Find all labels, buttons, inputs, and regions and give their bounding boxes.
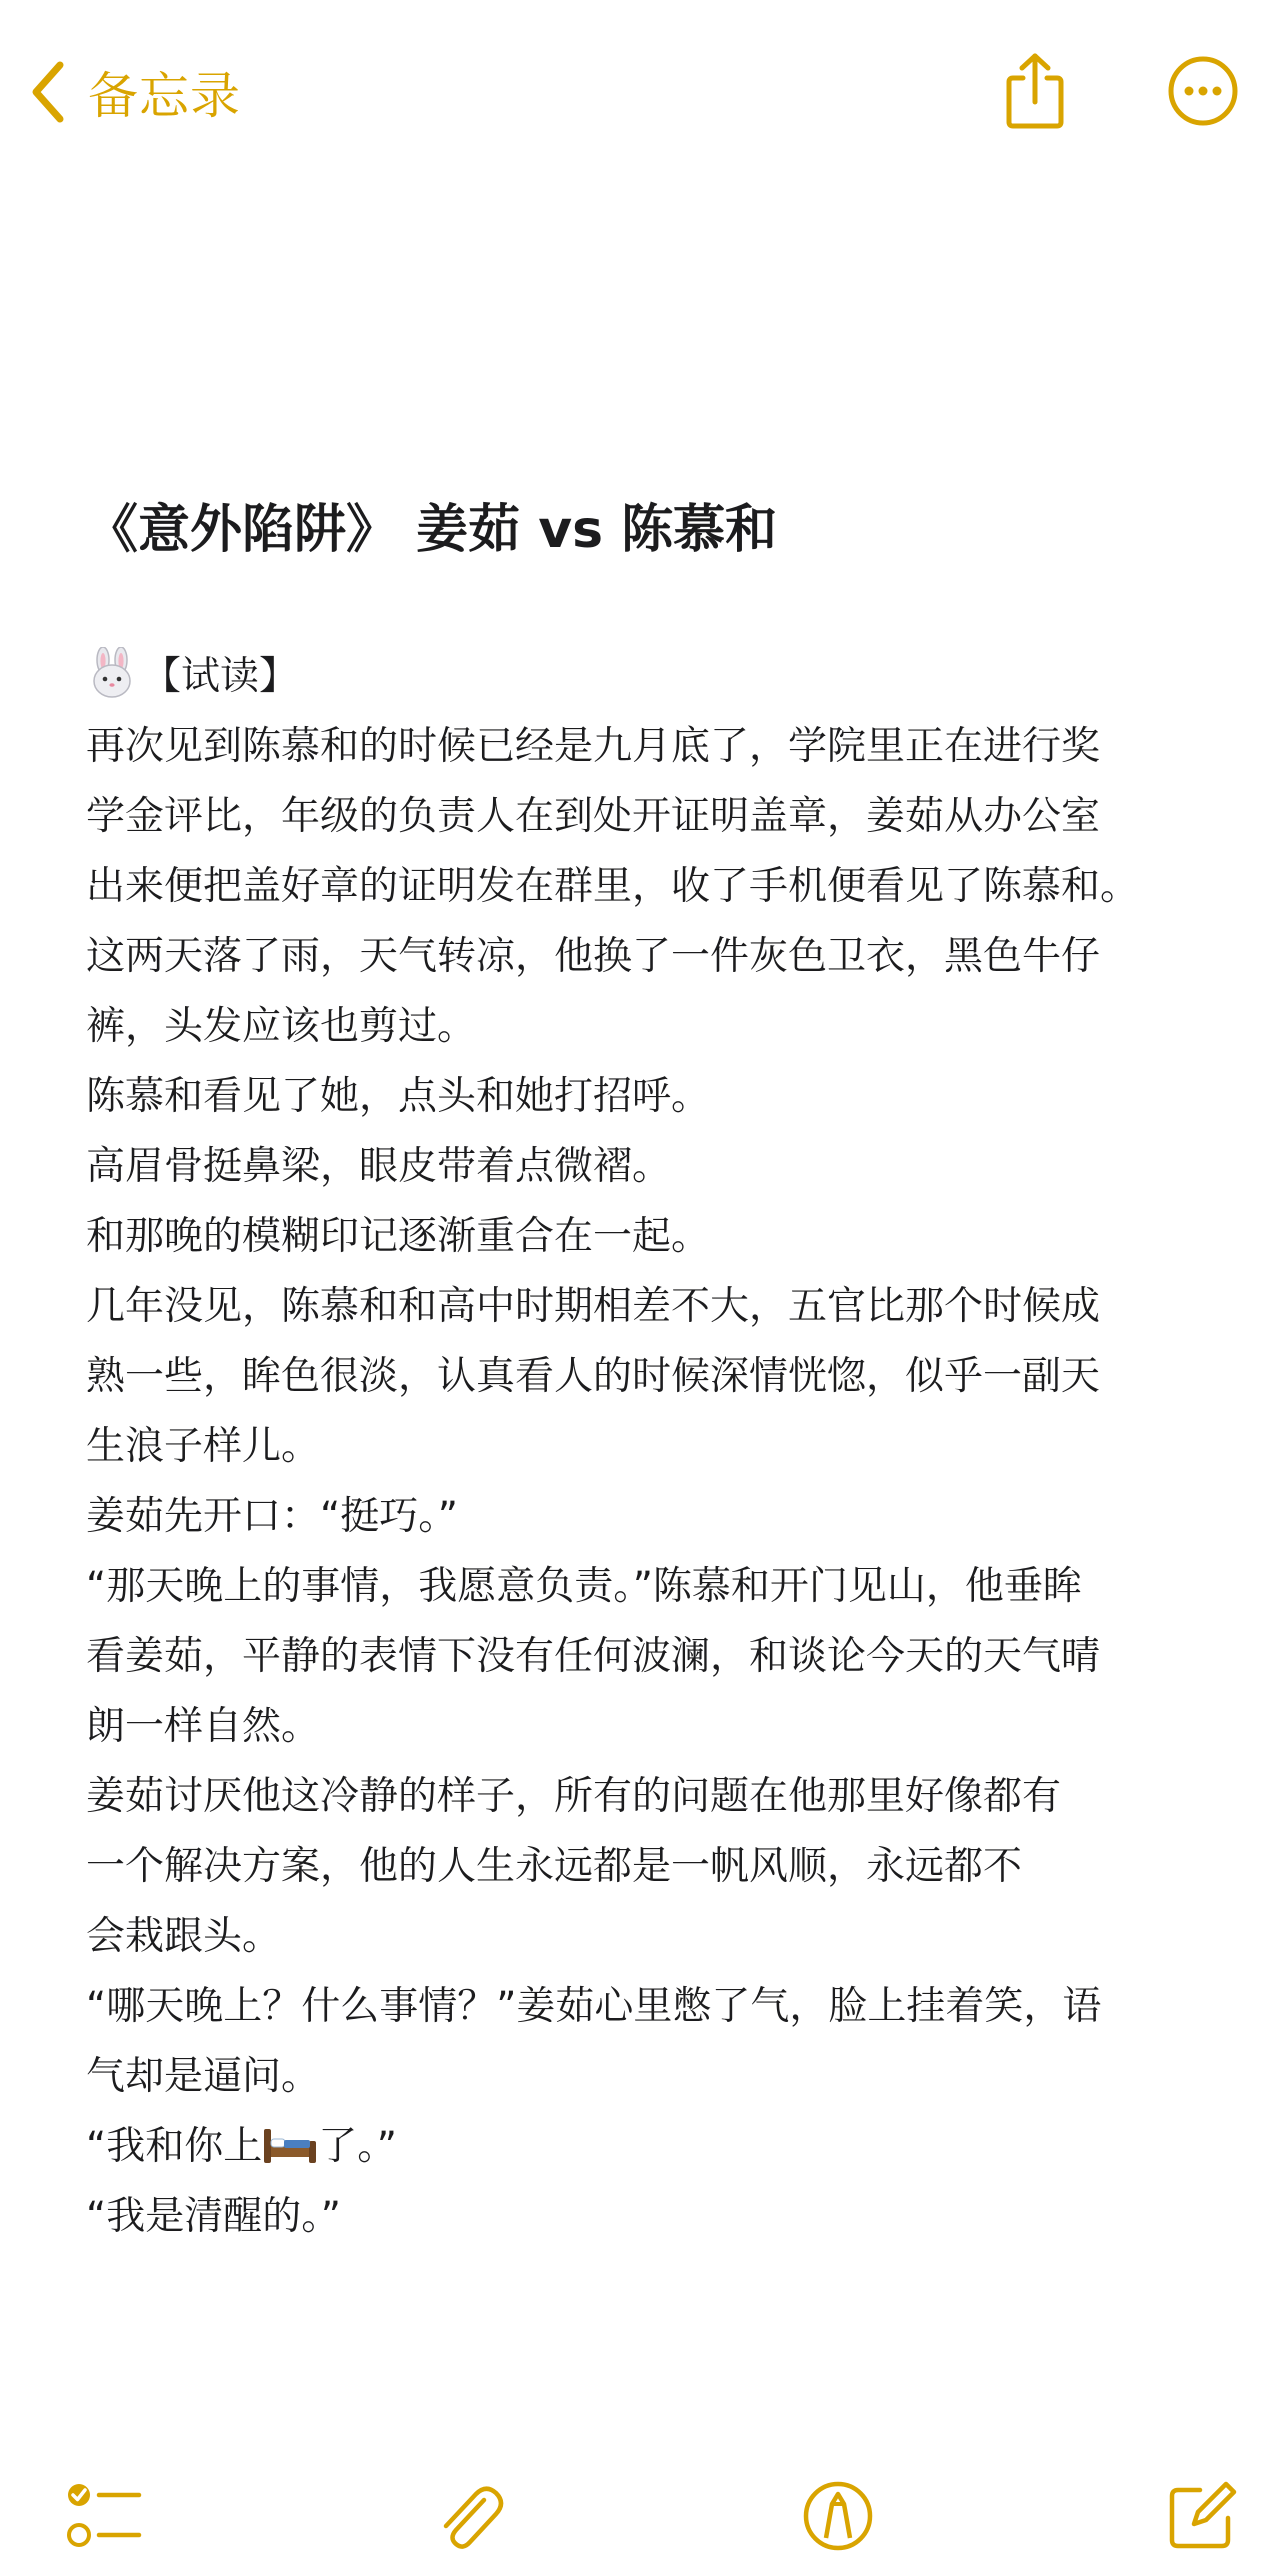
note-line: 再次见到陈慕和的时候已经是九月底了，学院里正在进行奖 [86, 724, 1101, 769]
note-paragraphs [86, 712, 1256, 2112]
note-tag-line [86, 642, 1256, 712]
note-line: 裤，头发应该也剪过。 [86, 1004, 477, 1049]
note-line: 出来便把盖好章的证明发在群里，收了手机便看见了陈慕和。 [86, 864, 1140, 909]
note-line: 熟一些，眸色很淡，认真看人的时候深情恍惚，似乎一副天 [86, 1354, 1101, 1399]
checklist-icon [65, 2481, 143, 2555]
note-title: 《意外陷阱》 姜茹 vs 陈慕和 [86, 500, 778, 560]
note-line: 姜茹讨厌他这冷静的样子，所有的问题在他那里好像都有 [86, 1774, 1062, 1819]
markup-button[interactable] [788, 2468, 888, 2568]
note-line: 高眉骨挺鼻梁，眼皮带着点微褶。 [86, 1144, 672, 1189]
bed-line-before: “我和你上 [86, 2124, 263, 2169]
note-body[interactable] [86, 480, 1256, 2252]
note-line: 气却是逼问。 [86, 2054, 321, 2099]
checklist-button[interactable] [54, 2468, 154, 2568]
back-label: 备忘录 [88, 67, 241, 125]
attach-button[interactable] [420, 2468, 520, 2568]
note-line-bed [86, 2112, 1256, 2182]
note-line-last: “我是清醒的。” [86, 2194, 341, 2239]
compose-icon [1166, 2480, 1238, 2556]
note-line: 姜茹先开口：“挺巧。” [86, 1494, 458, 1539]
note-line: “哪天晚上？什么事情？”姜茹心里憋了气，脸上挂着笑，语 [86, 1984, 1102, 2029]
share-icon [1003, 52, 1067, 134]
note-line: 看姜茹，平静的表情下没有任何波澜，和谈论今天的天气晴 [86, 1634, 1101, 1679]
ellipsis-circle-icon [1167, 55, 1239, 131]
note-line: 会栽跟头。 [86, 1914, 282, 1959]
note-line: 生浪子样儿。 [86, 1424, 321, 1469]
bottom-toolbar [0, 2468, 1284, 2568]
share-button[interactable] [990, 48, 1080, 138]
more-button[interactable] [1158, 48, 1248, 138]
paperclip-icon [432, 2478, 508, 2558]
note-line: 几年没见，陈慕和和高中时期相差不大，五官比那个时候成 [86, 1284, 1101, 1329]
blank-line [86, 580, 1256, 642]
navigation-bar [0, 40, 1284, 140]
note-line: “那天晚上的事情，我愿意负责。”陈慕和开门见山，他垂眸 [86, 1564, 1082, 1609]
note-line: 一个解决方案，他的人生永远都是一帆风顺，永远都不 [86, 1844, 1023, 1889]
chevron-left-icon [30, 61, 66, 123]
bed-emoji [262, 2118, 318, 2158]
back-button[interactable] [30, 52, 241, 132]
note-line: 学金评比，年级的负责人在到处开证明盖章，姜茹从办公室 [86, 794, 1101, 839]
markup-pen-icon [802, 2480, 874, 2556]
note-line: 和那晚的模糊印记逐渐重合在一起。 [86, 1214, 711, 1259]
note-line: 这两天落了雨，天气转凉，他换了一件灰色卫衣，黑色牛仔 [86, 934, 1101, 979]
tag-text: 【试读】 [142, 654, 299, 699]
bed-line-after: 了。” [318, 2124, 397, 2169]
note-line: 朗一样自然。 [86, 1704, 321, 1749]
rabbit-face-emoji [86, 647, 138, 699]
note-line: 陈慕和看见了她，点头和她打招呼。 [86, 1074, 711, 1119]
compose-button[interactable] [1152, 2468, 1252, 2568]
